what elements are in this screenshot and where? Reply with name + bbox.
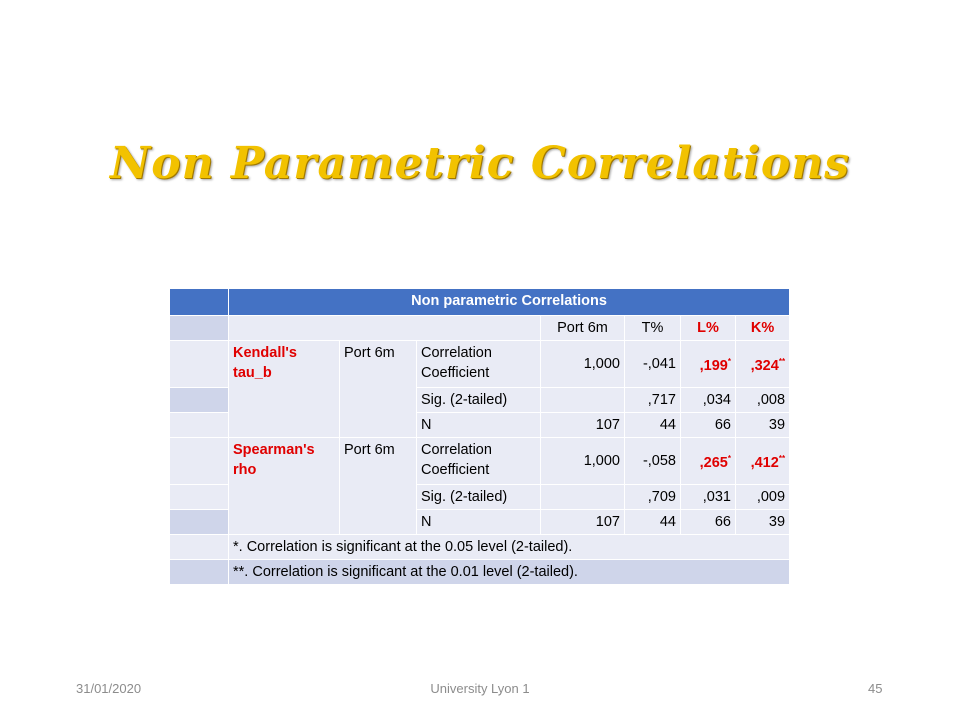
group-label-kendall: Kendall's tau_b (229, 341, 340, 438)
column-header-k: K% (736, 316, 790, 341)
table-cell: ,199 (699, 357, 728, 374)
significance-mark: * (727, 454, 731, 464)
table-cell: 107 (541, 510, 625, 535)
row-label: Correlation Coefficient (417, 438, 541, 485)
row-label: N (417, 413, 541, 438)
table-cell: ,412 (750, 454, 779, 471)
table-cell: 44 (625, 413, 681, 438)
table-cell (541, 485, 625, 510)
column-header-port6m: Port 6m (541, 316, 625, 341)
group-label-spearman: Spearman's rho (229, 438, 340, 535)
footer-date: 31/01/2020 (76, 681, 142, 696)
table-cell: 39 (736, 413, 790, 438)
row-label: Sig. (2-tailed) (417, 388, 541, 413)
table-note-row (170, 560, 790, 585)
table-cell: -,058 (642, 453, 676, 469)
column-header-t: T% (625, 316, 681, 341)
table-cell: 107 (541, 413, 625, 438)
significance-mark: * (727, 357, 731, 367)
table-note-row (170, 535, 790, 560)
table-cell: 1,000 (583, 356, 620, 372)
table-cell: 44 (625, 510, 681, 535)
table-caption: Non parametric Correlations (229, 289, 790, 316)
row-label: N (417, 510, 541, 535)
table-cell: ,324 (750, 357, 779, 374)
footnote-005: *. Correlation is significant at the 0.05 level (2-tailed). (229, 535, 790, 560)
footer-page-number: 45 (868, 681, 883, 696)
table-cell: ,009 (736, 485, 790, 510)
table-cell: ,709 (625, 485, 681, 510)
group-variable: Port 6m (340, 341, 417, 438)
significance-mark: ** (778, 454, 786, 464)
table-cell: ,034 (681, 388, 736, 413)
column-header-l: L% (681, 316, 736, 341)
column-header-row (170, 316, 790, 341)
table-cell: 39 (736, 510, 790, 535)
row-label: Correlation Coefficient (417, 341, 541, 388)
group-variable: Port 6m (340, 438, 417, 535)
table-cell: ,031 (681, 485, 736, 510)
table-cell (541, 388, 625, 413)
table-caption-row (170, 289, 790, 316)
table-cell: 66 (681, 510, 736, 535)
table-cell: 66 (681, 413, 736, 438)
table-cell: ,717 (625, 388, 681, 413)
table-cell: 1,000 (583, 453, 620, 469)
table-cell: ,265 (699, 454, 728, 471)
table-cell: ,008 (736, 388, 790, 413)
footnote-001: **. Correlation is significant at the 0.01 level (2-tailed). (229, 560, 790, 585)
significance-mark: ** (778, 357, 786, 367)
correlations-table (169, 288, 790, 585)
table-row (170, 341, 790, 388)
table-row (170, 438, 790, 485)
table-cell: -,041 (642, 356, 676, 372)
slide-title: Non Parametric Correlations (110, 138, 850, 189)
footer-center: University Lyon 1 (430, 681, 530, 696)
row-label: Sig. (2-tailed) (417, 485, 541, 510)
